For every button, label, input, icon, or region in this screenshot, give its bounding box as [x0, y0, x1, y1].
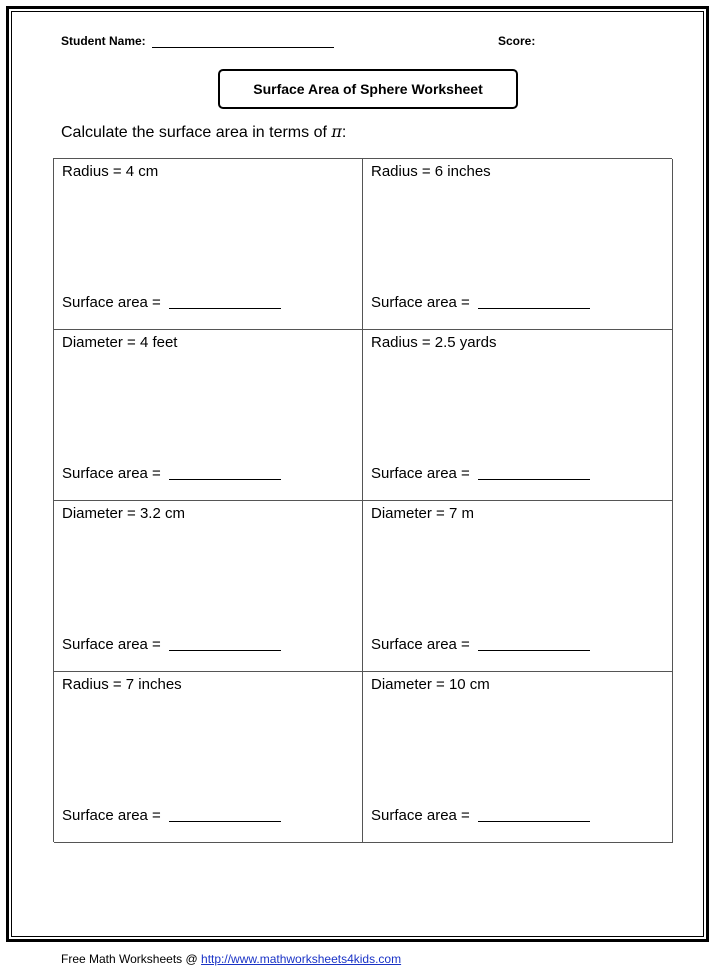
problem-cell: [54, 330, 363, 501]
problem-question: Radius = 7 inches: [62, 676, 182, 693]
answer-blank[interactable]: [478, 821, 590, 822]
problem-question: Diameter = 4 feet: [62, 334, 178, 351]
problem-cell: [363, 330, 673, 501]
answer-row: [62, 294, 281, 311]
answer-row: [371, 636, 590, 653]
problem-cell: [363, 159, 673, 330]
student-name-field[interactable]: [152, 47, 334, 48]
answer-blank[interactable]: [478, 479, 590, 480]
problem-question: Radius = 4 cm: [62, 163, 159, 180]
answer-label: Surface area =: [62, 294, 161, 311]
score-label: Score:: [498, 34, 536, 48]
answer-blank[interactable]: [169, 821, 281, 822]
answer-row: [371, 465, 590, 482]
pi-symbol: π: [331, 122, 342, 141]
problem-cell: [363, 501, 673, 672]
answer-label: Surface area =: [371, 807, 470, 824]
answer-label: Surface area =: [62, 465, 161, 482]
problem-question: Diameter = 10 cm: [371, 676, 490, 693]
answer-label: Surface area =: [371, 636, 470, 653]
answer-blank[interactable]: [169, 650, 281, 651]
problem-question: Radius = 2.5 yards: [371, 334, 497, 351]
answer-row: [62, 807, 281, 824]
answer-row: [371, 294, 590, 311]
problem-question: Radius = 6 inches: [371, 163, 491, 180]
answer-blank[interactable]: [169, 479, 281, 480]
instructions: [61, 122, 346, 142]
instructions-suffix: :: [341, 124, 347, 141]
answer-label: Surface area =: [62, 636, 161, 653]
worksheet-title: [218, 69, 518, 109]
answer-blank[interactable]: [169, 308, 281, 309]
student-name-label: Student Name:: [61, 34, 146, 48]
footer-text: Free Math Worksheets @: [61, 952, 202, 966]
answer-label: Surface area =: [371, 465, 470, 482]
answer-label: Surface area =: [62, 807, 161, 824]
instructions-text: Calculate the surface area in terms of: [61, 124, 332, 141]
worksheet-title-text: Surface Area of Sphere Worksheet: [253, 81, 483, 97]
answer-row: [371, 807, 590, 824]
problem-cell: [54, 159, 363, 330]
problem-question: Diameter = 7 m: [371, 505, 474, 522]
footer-link[interactable]: http://www.mathworksheets4kids.com: [201, 952, 402, 966]
answer-label: Surface area =: [371, 294, 470, 311]
problem-cell: [363, 672, 673, 843]
answer-row: [62, 465, 281, 482]
answer-row: [62, 636, 281, 653]
problem-grid: [53, 158, 672, 842]
problem-cell: [54, 501, 363, 672]
problem-question: Diameter = 3.2 cm: [62, 505, 185, 522]
answer-blank[interactable]: [478, 650, 590, 651]
answer-blank[interactable]: [478, 308, 590, 309]
footer: [61, 952, 401, 966]
problem-cell: [54, 672, 363, 843]
